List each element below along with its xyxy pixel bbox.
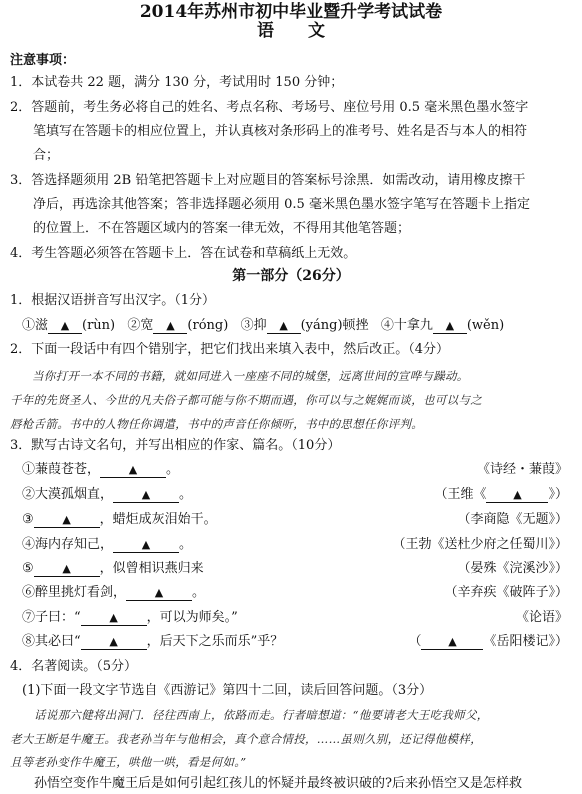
- passage-line: 千年的先贤圣人、今世的凡夫俗子都可能与你不期而遇，你可以与之娓娓而谈，也可以与之: [10, 393, 482, 407]
- poem-text: 。: [192, 585, 206, 600]
- passage-line: 唇枪舌箭。书中的人物任你调遣，书中的声音任你倾听，书中的思想任你评判。: [10, 417, 423, 431]
- passage-line: 老大王断是牛魔王。我老孙当年与他相会，真个意合情投，……虽则久别，还记得他模样，: [10, 732, 482, 746]
- triangle-marker: ▲: [445, 319, 455, 332]
- poem-source-text: （王维《: [434, 487, 487, 502]
- note-line: 1．本试卷共 22 题，满分 130 分，考试用时 150 分钟；: [10, 75, 344, 90]
- answer-blank[interactable]: [153, 320, 187, 334]
- triangle-marker: ▲: [141, 538, 151, 551]
- poem-text: ⑤: [22, 561, 34, 576]
- poem-source: （李商隐《无题》）: [457, 512, 568, 527]
- q1-item-prefix: ①滋: [22, 318, 49, 333]
- poem-text: ⑥醉里挑灯看剑，: [22, 585, 127, 600]
- poem-line: [22, 561, 204, 577]
- note-line: 3．答选择题须用 2B 铅笔把答题卡上对应题目的答案标号涂黑．如需改动，请用橡皮擦干: [10, 173, 526, 188]
- triangle-marker: ▲: [166, 319, 175, 332]
- triangle-marker: ▲: [141, 488, 151, 501]
- poem-source: [408, 634, 568, 650]
- poem-line: [22, 462, 179, 478]
- answer-blank[interactable]: [81, 636, 147, 650]
- exam-title: 2014年苏州市初中毕业暨升学考试试卷: [139, 2, 443, 22]
- answer-blank[interactable]: [34, 563, 100, 577]
- question-1-items: [22, 318, 504, 334]
- question-3-stem: 3．默写古诗文名句，并写出相应的作家、篇名。（10分）: [10, 438, 341, 453]
- q1-item-prefix: ④十拿九: [380, 318, 433, 333]
- q1-item-pinyin: (rùn): [82, 318, 116, 333]
- triangle-marker: ▲: [448, 635, 457, 648]
- note-line: 的位置上．不在答题区域内的答案一律无效，不得用其他笔答题；: [33, 221, 411, 236]
- poem-source: （晏殊《浣溪沙》）: [457, 561, 568, 576]
- poem-source: [434, 487, 568, 503]
- passage-line: 且等老孙变作牛魔王，哄他一哄，看是何如。”: [10, 755, 247, 769]
- q1-item-prefix: ③抑: [240, 318, 267, 333]
- poem-source-text: （: [408, 634, 422, 649]
- poem-source-text: 》）: [548, 487, 568, 502]
- question-1-stem: 1．根据汉语拼音写出汉字。（1分）: [10, 293, 216, 308]
- passage-line: 当你打开一本不同的书籍，就如同进入一座座不同的城堡，远离世间的宣哗与躁动。: [32, 369, 469, 383]
- answer-blank[interactable]: [81, 612, 147, 626]
- poem-line: [22, 537, 192, 553]
- note-line: 2．答题前，考生务必将自己的姓名、考点名称、考场号、座位号用 0.5 毫米黑色墨水签字: [10, 100, 529, 115]
- note-line: 合；: [33, 148, 60, 163]
- poem-text: ，可以为师矣。”: [146, 610, 238, 625]
- notes-heading: 注意事项：: [10, 53, 76, 68]
- question-4-stem: 4．名著阅读。（5分）: [10, 659, 138, 674]
- poem-text: ，蜡炬成灰泪始干。: [99, 512, 217, 527]
- answer-blank[interactable]: [100, 464, 166, 478]
- poem-source: 《诗经・蒹葭》: [476, 462, 568, 477]
- part-heading: 第一部分（26分）: [232, 268, 350, 284]
- triangle-marker: ▲: [60, 319, 70, 332]
- answer-blank[interactable]: [486, 489, 548, 503]
- answer-blank[interactable]: [113, 539, 179, 553]
- poem-text: ④海内存知己，: [22, 537, 114, 552]
- triangle-marker: ▲: [62, 513, 71, 526]
- passage-line: 话说那六健将出洞门．径往西南上，依路而走。行者暗想道：“他要请老大王吃我师父，: [34, 708, 489, 722]
- subject-title: 语 文: [257, 21, 325, 41]
- poem-text: ②大漠孤烟直，: [22, 487, 114, 502]
- triangle-marker: ▲: [109, 611, 118, 624]
- poem-source: （王勃《送杜少府之任蜀川》）: [392, 537, 568, 552]
- triangle-marker: ▲: [279, 319, 288, 332]
- question-4-prompt: 孙悟空变作牛魔王后是如何引起红孩儿的怀疑并最终被识破的?后来孙悟空又是怎样救: [34, 776, 522, 791]
- poem-text: 。: [166, 462, 180, 477]
- question-2-stem: 2．下面一段话中有四个错别字，把它们找出来填入表中，然后改正。（4分）: [10, 342, 450, 357]
- poem-text: ⑦子曰：“: [22, 610, 81, 625]
- note-line: 净后，再选涂其他答案；答非选择题必须用 0.5 毫米黑色墨水签字笔写在答题卡上指定: [33, 197, 530, 212]
- poem-text: ，后天下之乐而乐”乎？: [146, 634, 284, 649]
- answer-blank[interactable]: [433, 320, 467, 334]
- poem-source: （辛弃疾《破阵子》）: [444, 585, 568, 600]
- poem-text: 。: [179, 487, 193, 502]
- triangle-marker: ▲: [128, 463, 138, 476]
- answer-blank[interactable]: [48, 320, 82, 334]
- poem-line: [22, 487, 192, 503]
- q1-item-pinyin: (yáng)顿挫: [300, 318, 369, 333]
- poem-text: ①蒹葭苍苍，: [22, 462, 101, 477]
- q1-item-pinyin: (róng): [187, 318, 229, 333]
- poem-source: 《论语》: [515, 610, 568, 625]
- poem-line: [22, 585, 205, 601]
- poem-text: 。: [179, 537, 193, 552]
- triangle-marker: ▲: [154, 586, 164, 599]
- question-4-sub: (1)下面一段文字节选自《西游记》第四十二回，读后回答问题。（3分）: [22, 683, 433, 698]
- answer-blank[interactable]: [113, 489, 179, 503]
- poem-text: ⑧其必曰“: [22, 634, 81, 649]
- triangle-marker: ▲: [513, 488, 522, 501]
- q1-item-pinyin: (wěn): [466, 318, 505, 333]
- poem-text: ，似曾相识燕归来: [99, 561, 204, 576]
- answer-blank[interactable]: [34, 514, 100, 528]
- poem-line: [22, 512, 217, 528]
- triangle-marker: ▲: [109, 635, 118, 648]
- poem-line: [22, 610, 238, 626]
- answer-blank[interactable]: [267, 320, 301, 334]
- answer-blank[interactable]: [126, 587, 192, 601]
- note-line: 4．考生答题必须答在答题卡上．答在试卷和草稿纸上无效。: [10, 246, 357, 261]
- poem-line: [22, 634, 283, 650]
- triangle-marker: ▲: [62, 562, 71, 575]
- q1-item-prefix: ②宽: [127, 318, 154, 333]
- poem-text: ③: [22, 512, 34, 527]
- poem-source-text: 《岳阳楼记》）: [483, 634, 568, 649]
- note-line: 笔填写在答题卡的相应位置上，并认真核对条形码上的准考号、姓名是否与本人的相符: [33, 124, 528, 139]
- answer-blank[interactable]: [421, 636, 483, 650]
